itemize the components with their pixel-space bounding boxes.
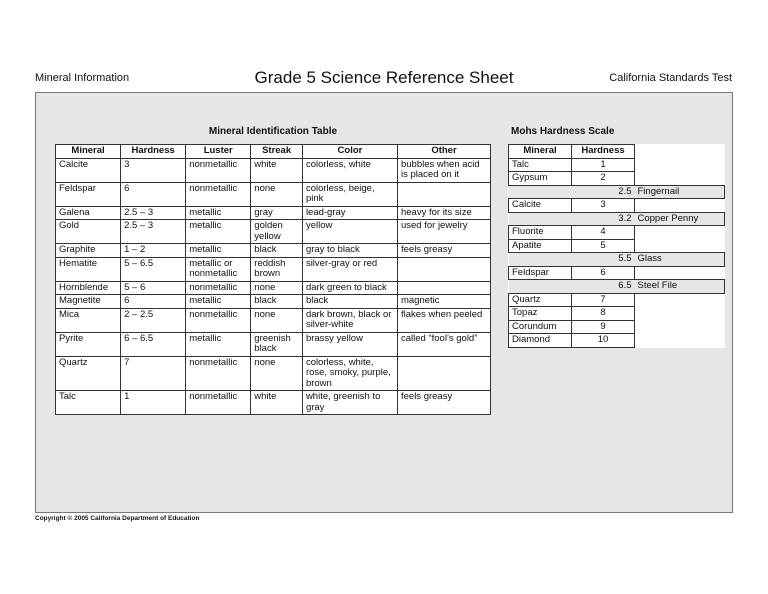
mineral-cell: Apatite bbox=[509, 239, 572, 253]
table-cell: Galena bbox=[56, 206, 121, 220]
table-cell: 6 bbox=[121, 182, 186, 206]
table-cell: Talc bbox=[56, 391, 121, 415]
hardness-cell: 4 bbox=[572, 226, 635, 240]
table-cell: heavy for its size bbox=[397, 206, 490, 220]
table-cell: magnetic bbox=[397, 295, 490, 309]
mineral-cell: Diamond bbox=[509, 334, 572, 348]
table-cell: metallic bbox=[186, 332, 251, 356]
table-cell: 6 bbox=[121, 295, 186, 309]
reference-object: Glass bbox=[635, 253, 725, 267]
reference-object: Steel File bbox=[635, 280, 725, 294]
table-cell: Hornblende bbox=[56, 281, 121, 295]
table-cell: lead-gray bbox=[302, 206, 397, 220]
table-row bbox=[509, 158, 725, 172]
table-cell: nonmetallic bbox=[186, 356, 251, 391]
table-cell: 3 bbox=[121, 158, 186, 182]
table-cell: 2.5 – 3 bbox=[121, 206, 186, 220]
hardness-cell: 9 bbox=[572, 320, 635, 334]
table-cell: none bbox=[251, 182, 303, 206]
table-row bbox=[56, 391, 491, 415]
table-cell: nonmetallic bbox=[186, 158, 251, 182]
table-cell: gray bbox=[251, 206, 303, 220]
mineral-cell: Calcite bbox=[509, 199, 572, 213]
table-cell: flakes when peeled bbox=[397, 308, 490, 332]
column-header: Color bbox=[302, 145, 397, 159]
header-right: California Standards Test bbox=[609, 72, 732, 84]
hardness-cell: 2 bbox=[572, 172, 635, 186]
table-cell: black bbox=[251, 244, 303, 258]
table-cell: silver-gray or red bbox=[302, 257, 397, 281]
table-cell: metallic or nonmetallic bbox=[186, 257, 251, 281]
table-cell: nonmetallic bbox=[186, 391, 251, 415]
reference-object-row bbox=[509, 280, 725, 294]
column-header: Hardness bbox=[121, 145, 186, 159]
table-cell: feels greasy bbox=[397, 244, 490, 258]
table-cell: 1 – 2 bbox=[121, 244, 186, 258]
mineral-cell: Corundum bbox=[509, 320, 572, 334]
mohs-table-title: Mohs Hardness Scale bbox=[511, 126, 615, 137]
table-cell: dark brown, black or silver-white bbox=[302, 308, 397, 332]
table-row bbox=[56, 308, 491, 332]
table-cell: Pyrite bbox=[56, 332, 121, 356]
table-cell: Graphite bbox=[56, 244, 121, 258]
hardness-cell: 8 bbox=[572, 307, 635, 321]
reference-hardness: 5.5 bbox=[509, 253, 635, 267]
table-row bbox=[56, 257, 491, 281]
table-cell: Mica bbox=[56, 308, 121, 332]
table-cell: black bbox=[302, 295, 397, 309]
table-row bbox=[509, 307, 725, 321]
table-cell bbox=[397, 281, 490, 295]
hardness-cell: 6 bbox=[572, 266, 635, 280]
mineral-cell: Talc bbox=[509, 158, 572, 172]
table-cell bbox=[397, 257, 490, 281]
column-header: Mineral bbox=[56, 145, 121, 159]
hardness-cell: 10 bbox=[572, 334, 635, 348]
table-cell: metallic bbox=[186, 244, 251, 258]
table-cell bbox=[397, 182, 490, 206]
table-cell: 7 bbox=[121, 356, 186, 391]
column-header: Luster bbox=[186, 145, 251, 159]
table-row bbox=[509, 293, 725, 307]
table-row bbox=[56, 158, 491, 182]
table-cell: bubbles when acid is placed on it bbox=[397, 158, 490, 182]
table-row bbox=[509, 266, 725, 280]
hardness-cell: 3 bbox=[572, 199, 635, 213]
mineral-cell: Feldspar bbox=[509, 266, 572, 280]
table-cell: feels greasy bbox=[397, 391, 490, 415]
page-title: Grade 5 Science Reference Sheet bbox=[254, 68, 514, 87]
table-cell: 5 – 6.5 bbox=[121, 257, 186, 281]
table-row bbox=[509, 320, 725, 334]
table-row bbox=[56, 356, 491, 391]
column-header: Hardness bbox=[572, 145, 635, 159]
table-cell: 2 – 2.5 bbox=[121, 308, 186, 332]
header-left: Mineral Information bbox=[35, 72, 130, 84]
reference-object-row bbox=[509, 253, 725, 267]
hardness-cell: 1 bbox=[572, 158, 635, 172]
table-cell: colorless, white, rose, smoky, purple, brown bbox=[302, 356, 397, 391]
reference-object: Fingernail bbox=[635, 185, 725, 199]
table-cell: metallic bbox=[186, 295, 251, 309]
mohs-hardness-table bbox=[508, 144, 725, 348]
table-cell: reddish brown bbox=[251, 257, 303, 281]
table-cell: brassy yellow bbox=[302, 332, 397, 356]
mineral-cell: Quartz bbox=[509, 293, 572, 307]
table-header-row bbox=[56, 145, 491, 159]
column-header: Mineral bbox=[509, 145, 572, 159]
table-cell: Feldspar bbox=[56, 182, 121, 206]
table-cell: metallic bbox=[186, 220, 251, 244]
table-row bbox=[56, 332, 491, 356]
column-header: Other bbox=[397, 145, 490, 159]
table-cell: called “fool’s gold” bbox=[397, 332, 490, 356]
table-cell: nonmetallic bbox=[186, 182, 251, 206]
table-row bbox=[509, 172, 725, 186]
table-cell: used for jewelry bbox=[397, 220, 490, 244]
table-row bbox=[56, 182, 491, 206]
table-row bbox=[56, 220, 491, 244]
table-row bbox=[509, 239, 725, 253]
reference-object-row bbox=[509, 185, 725, 199]
reference-hardness: 3.2 bbox=[509, 212, 635, 226]
table-cell bbox=[397, 356, 490, 391]
table-cell: colorless, beige, pink bbox=[302, 182, 397, 206]
table-cell: gray to black bbox=[302, 244, 397, 258]
reference-object: Copper Penny bbox=[635, 212, 725, 226]
reference-object-row bbox=[509, 212, 725, 226]
table-row bbox=[56, 295, 491, 309]
table-cell: colorless, white bbox=[302, 158, 397, 182]
table-cell: Gold bbox=[56, 220, 121, 244]
hardness-cell: 7 bbox=[572, 293, 635, 307]
table-row bbox=[509, 334, 725, 348]
reference-hardness: 2.5 bbox=[509, 185, 635, 199]
table-cell: 1 bbox=[121, 391, 186, 415]
reference-hardness: 6.5 bbox=[509, 280, 635, 294]
table-row bbox=[509, 226, 725, 240]
table-cell: metallic bbox=[186, 206, 251, 220]
table-cell: yellow bbox=[302, 220, 397, 244]
table-cell: nonmetallic bbox=[186, 308, 251, 332]
table-cell: Hematite bbox=[56, 257, 121, 281]
table-cell: Magnetite bbox=[56, 295, 121, 309]
table-cell: nonmetallic bbox=[186, 281, 251, 295]
table-cell: golden yellow bbox=[251, 220, 303, 244]
mineral-table-title: Mineral Identification Table bbox=[208, 126, 338, 137]
mineral-cell: Fluorite bbox=[509, 226, 572, 240]
table-row bbox=[56, 281, 491, 295]
table-cell: 5 – 6 bbox=[121, 281, 186, 295]
table-header-row bbox=[509, 145, 725, 159]
table-row bbox=[56, 244, 491, 258]
column-header: Streak bbox=[251, 145, 303, 159]
table-cell: black bbox=[251, 295, 303, 309]
mineral-identification-table bbox=[55, 144, 491, 415]
table-cell: greenish black bbox=[251, 332, 303, 356]
table-cell: white bbox=[251, 391, 303, 415]
table-cell: Quartz bbox=[56, 356, 121, 391]
table-cell: white, greenish to gray bbox=[302, 391, 397, 415]
hardness-cell: 5 bbox=[572, 239, 635, 253]
table-cell: dark green to black bbox=[302, 281, 397, 295]
table-cell: none bbox=[251, 281, 303, 295]
table-cell: none bbox=[251, 308, 303, 332]
copyright-notice: Copyright © 2005 California Department of Education bbox=[35, 515, 200, 522]
table-cell: 6 – 6.5 bbox=[121, 332, 186, 356]
table-row bbox=[56, 206, 491, 220]
table-cell: white bbox=[251, 158, 303, 182]
table-cell: none bbox=[251, 356, 303, 391]
mineral-cell: Gypsum bbox=[509, 172, 572, 186]
table-cell: Calcite bbox=[56, 158, 121, 182]
table-cell: 2.5 – 3 bbox=[121, 220, 186, 244]
table-row bbox=[509, 199, 725, 213]
mineral-cell: Topaz bbox=[509, 307, 572, 321]
